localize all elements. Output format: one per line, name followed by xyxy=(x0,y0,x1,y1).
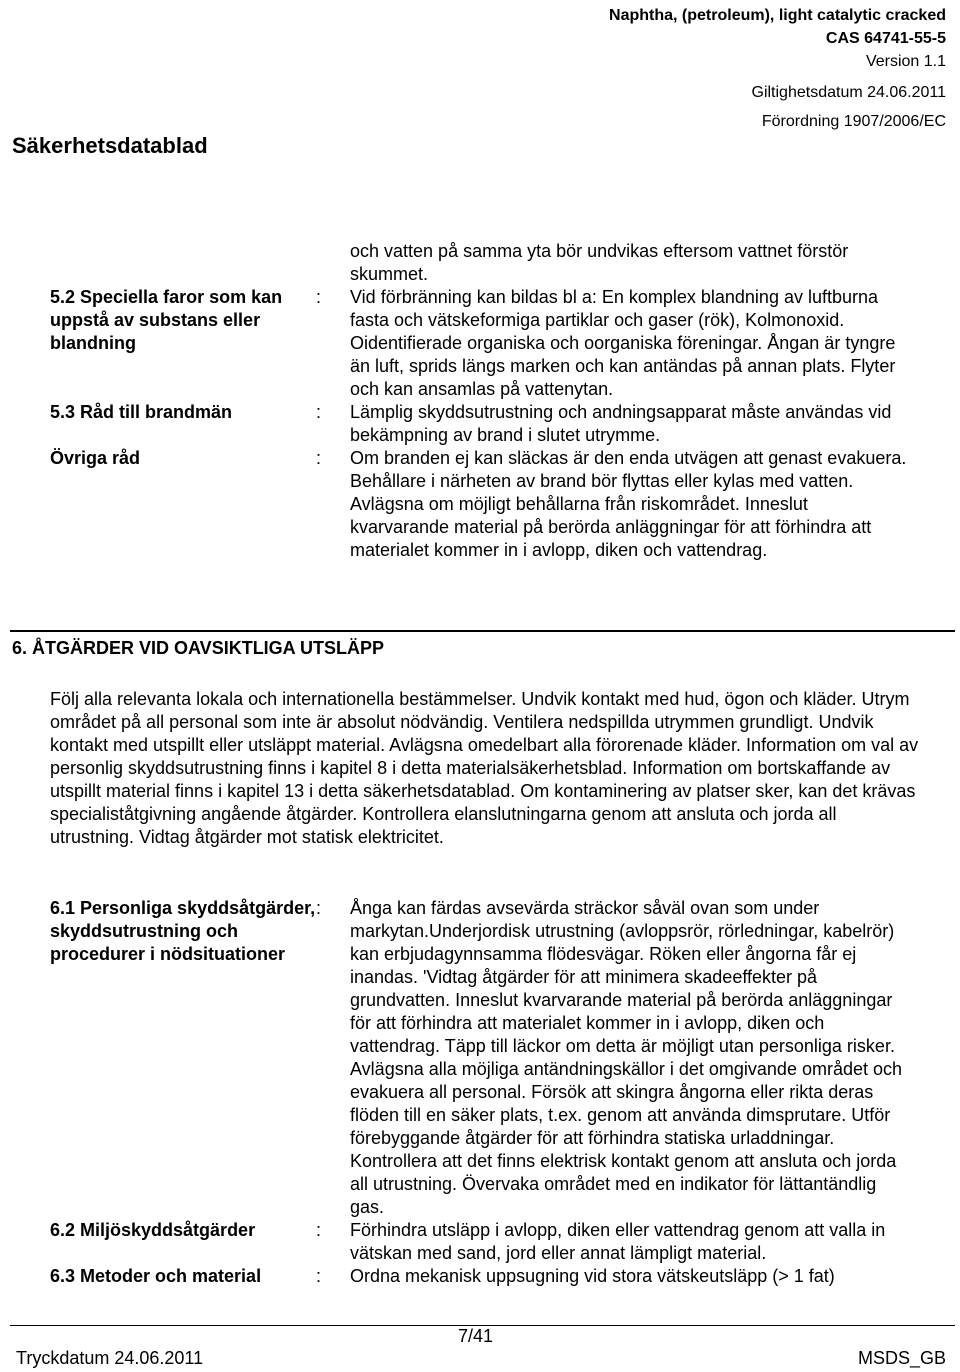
section-6-intro: Följ alla relevanta lokala och internationella bestämmelser. Undvik kontakt med hud, ögon och kläder. Utrym området på all personal som inte är absolut nödvändig. Ventilera nedspillda utrymmen grundligt. Undvik kontakt med utspillt eller utsläppt material. Avlägsna omedelbart alla förorenade kläder. Information om val av personlig skyddsutrustning finns i kapitel 8 i detta materialsäkerhetsblad. Information om bortskaffande av utspillt material finns i kapitel 13 i detta säkerhetsdatablad. Om kontaminering av platser sker, kan det krävas specialiståtgivning angående åtgärder. Kontrollera elanslutningarna genom att ansluta och jorda all utrustning. Vidtag åtgärder mot statisk elektricitet. xyxy=(50,689,919,847)
row-6-2 xyxy=(50,1219,930,1265)
document-header xyxy=(609,4,946,133)
row-label: 6.2 Miljöskyddsåtgärder xyxy=(50,1220,256,1240)
row-text: Lämplig skyddsutrustning och andningsapparat måste användas vid bekämpning av brand i slutet utrymme. xyxy=(350,402,892,445)
print-date: Tryckdatum 24.06.2011 xyxy=(16,1348,204,1368)
row-text: Vid förbränning kan bildas bl a: En komplex blandning av luftburna fasta och vätskeformiga partiklar och gaser (rök), Kolmonoxid. Oidentifierade organiska och oorganiska föreningar. Ångan är tyngre än luft, sprids längs marken och kan antändas på annan plats. Flyter och kan ansamlas på vattenytan. xyxy=(350,287,896,399)
section-6-rows xyxy=(50,897,930,1288)
continued-text: och vatten på samma yta bör undvikas eftersom vattnet förstör skummet. xyxy=(350,241,849,284)
row-colon: : xyxy=(316,448,322,468)
row-label: Övriga råd xyxy=(50,448,141,468)
row-label: 5.2 Speciella faror som kan uppstå av substans eller blandning xyxy=(50,287,283,353)
section-divider xyxy=(10,630,955,632)
section-5-rows xyxy=(50,240,930,562)
row-label: 5.3 Råd till brandmän xyxy=(50,402,233,422)
row-text: Förhindra utsläpp i avlopp, diken eller vattendrag genom att valla in vätskan med sand, jord eller annat lämpligt material. xyxy=(350,1220,886,1263)
row-colon: : xyxy=(316,1220,322,1240)
validity-date: Giltighetsdatum 24.06.2011 xyxy=(751,84,946,101)
row-ovriga-rad xyxy=(50,447,930,562)
section-6-heading: 6. ÅTGÄRDER VID OAVSIKTLIGA UTSLÄPP xyxy=(12,638,385,658)
version-label: Version 1.1 xyxy=(865,53,946,70)
cas-number: CAS 64741-55-5 xyxy=(825,30,946,47)
regulation-label: Förordning 1907/2006/EC xyxy=(761,113,946,130)
row-colon: : xyxy=(316,898,322,918)
page-number: 7/41 xyxy=(458,1326,494,1346)
row-text: Ånga kan färdas avsevärda sträckor såväl ovan som under markytan.Underjordisk utrustning (avloppsrör, rörledningar, kabelrör) kan erbjudagynnsamma flödesvägar. Röken eller ångorna får ej inandas. 'Vidtag åtgärder för att minimera skadeeffekter på grundvatten. Inneslut kvarvarande material på berörda anläggningar för att förhindra att materialet kommer in i avlopp, diken och vattendrag. Täpp till läckor om detta är möjligt utan personliga risker. Avlägsna alla möjliga antändningskällor i det omgivande området och evakuera all personal. Försök att skingra ångorna eller rikta deras flöden till en säker plats, t.ex. genom att använda dimsprutare. Utför förebyggande åtgärder för att förhindra statiska urladdningar. Kontrollera att det finns elektrisk kontakt genom att ansluta och jorda all utrustning. Övervaka området med en indikator för lättantändlig gas. xyxy=(350,898,903,1217)
row-text: Ordna mekanisk uppsugning vid stora vätskeutsläpp (> 1 fat) xyxy=(350,1266,835,1286)
row-label: 6.3 Metoder och material xyxy=(50,1266,262,1286)
row-text: Om branden ej kan släckas är den enda utvägen att genast evakuera. Behållare i närheten av brand bör flyttas eller kylas med vatten. Avlägsna om möjligt behållarna från riskområdet. Inneslut kvarvarande material på berörda anläggningar för att förhindra att materialet kommer in i avlopp, diken och vattendrag. xyxy=(350,448,907,560)
product-name: Naphtha, (petroleum), light catalytic cracked xyxy=(609,7,946,24)
row-label: 6.1 Personliga skyddsåtgärder, skyddsutrustning och procedurer i nödsituationer xyxy=(50,898,316,964)
continued-row xyxy=(50,240,930,286)
row-6-1 xyxy=(50,897,930,1219)
row-5-2 xyxy=(50,286,930,401)
row-colon: : xyxy=(316,402,322,422)
row-colon: : xyxy=(316,1266,322,1286)
row-6-3 xyxy=(50,1265,930,1288)
document-code: MSDS_GB xyxy=(857,1348,946,1368)
row-colon: : xyxy=(316,287,322,307)
document-title: Säkerhetsdatablad xyxy=(12,133,208,158)
row-5-3 xyxy=(50,401,930,447)
